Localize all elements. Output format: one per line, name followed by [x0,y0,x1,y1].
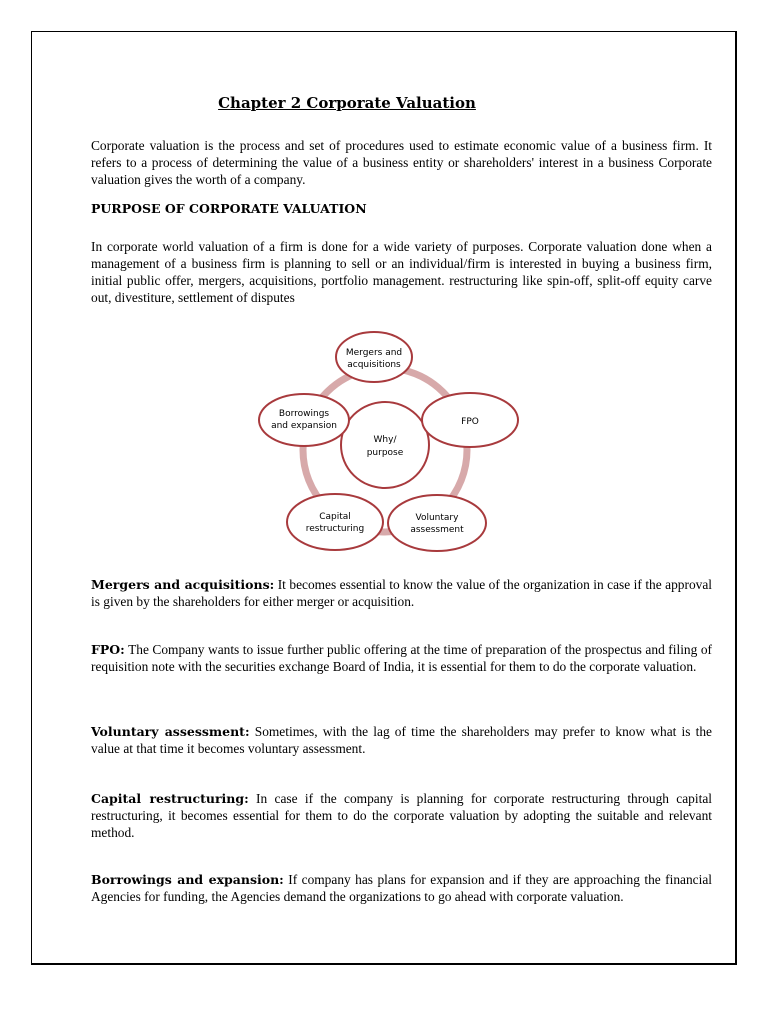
node-mergers-line2: acquisitions [347,360,401,370]
node-borrowings-line2: and expansion [271,421,337,431]
diagram-node-mergers [336,332,412,382]
center-label-line1: Why/ [373,435,397,445]
section-fpo [91,641,712,675]
page-title: Chapter 2 Corporate Valuation [218,94,476,112]
purpose-paragraph: In corporate world valuation of a firm is done for a wide variety of purposes. Corporate valuation done when a management of a business firm is planning to sell or an individual/firm is interested in buying a business firm, initial public offer, mergers, acquisitions, portfolio management. restructuring like spin-off, split-off equity carve out, divestiture, settlement of disputes [91,239,712,305]
purpose-diagram [250,330,530,558]
node-mergers-line1: Mergers and [345,348,403,358]
section-mergers [91,576,712,610]
node-borrowings-line1: Borrowings [278,409,330,419]
diagram-node-fpo [422,393,518,447]
diagram-node-capital [287,494,383,550]
section-borrowings [91,871,712,905]
section-capital [91,790,712,841]
diagram-node-voluntary [388,495,486,551]
section-fpo-term: FPO: [91,642,125,657]
section-mergers-text: It becomes essential to know the value of the organization in case if the approval is given by the shareholders for either merger or acquisition. [91,577,713,609]
section-voluntary [91,723,712,757]
node-capital-line1: Capital [319,512,351,522]
intro-paragraph: Corporate valuation is the process and set of procedures used to estimate economic value of a business firm. It refers to a process of determining the value of a business entity or shareholders' interest in a business Corporate valuation gives the worth of a company. [91,138,712,187]
section-voluntary-term: Voluntary assessment: [91,724,250,739]
node-voluntary-line1: Voluntary [415,513,459,523]
section-capital-text: In case if the company is planning for corporate restructuring through capital restructuring, it becomes essential for them to do the corporate valuation by adopting the suitable and relevant method. [91,791,712,840]
center-label-line2: purpose [366,448,404,458]
section-borrowings-term: Borrowings and expansion: [91,872,284,887]
purpose-heading: PURPOSE OF CORPORATE VALUATION [91,201,367,216]
node-voluntary-line2: assessment [410,525,464,535]
section-capital-term: Capital restructuring: [91,791,249,806]
section-voluntary-text: Sometimes, with the lag of time the shareholders may prefer to know what is the value at that time it becomes voluntary assessment. [91,724,713,756]
section-fpo-text: The Company wants to issue further public offering at the time of preparation of the prospectus and filing of requisition note with the securities exchange Board of India, it is essential for them to do the corporate valuation. [91,642,712,674]
node-capital-line2: restructuring [305,524,365,534]
diagram-center-node [341,402,429,488]
section-borrowings-text: If company has plans for expansion and if they are approaching the financial Agencies for funding, the Agencies demand the organizations to go ahead with corporate valuation. [91,872,713,904]
node-fpo-line1: FPO [461,417,479,427]
section-mergers-term: Mergers and acquisitions: [91,577,275,592]
diagram-node-borrowings [259,394,349,446]
